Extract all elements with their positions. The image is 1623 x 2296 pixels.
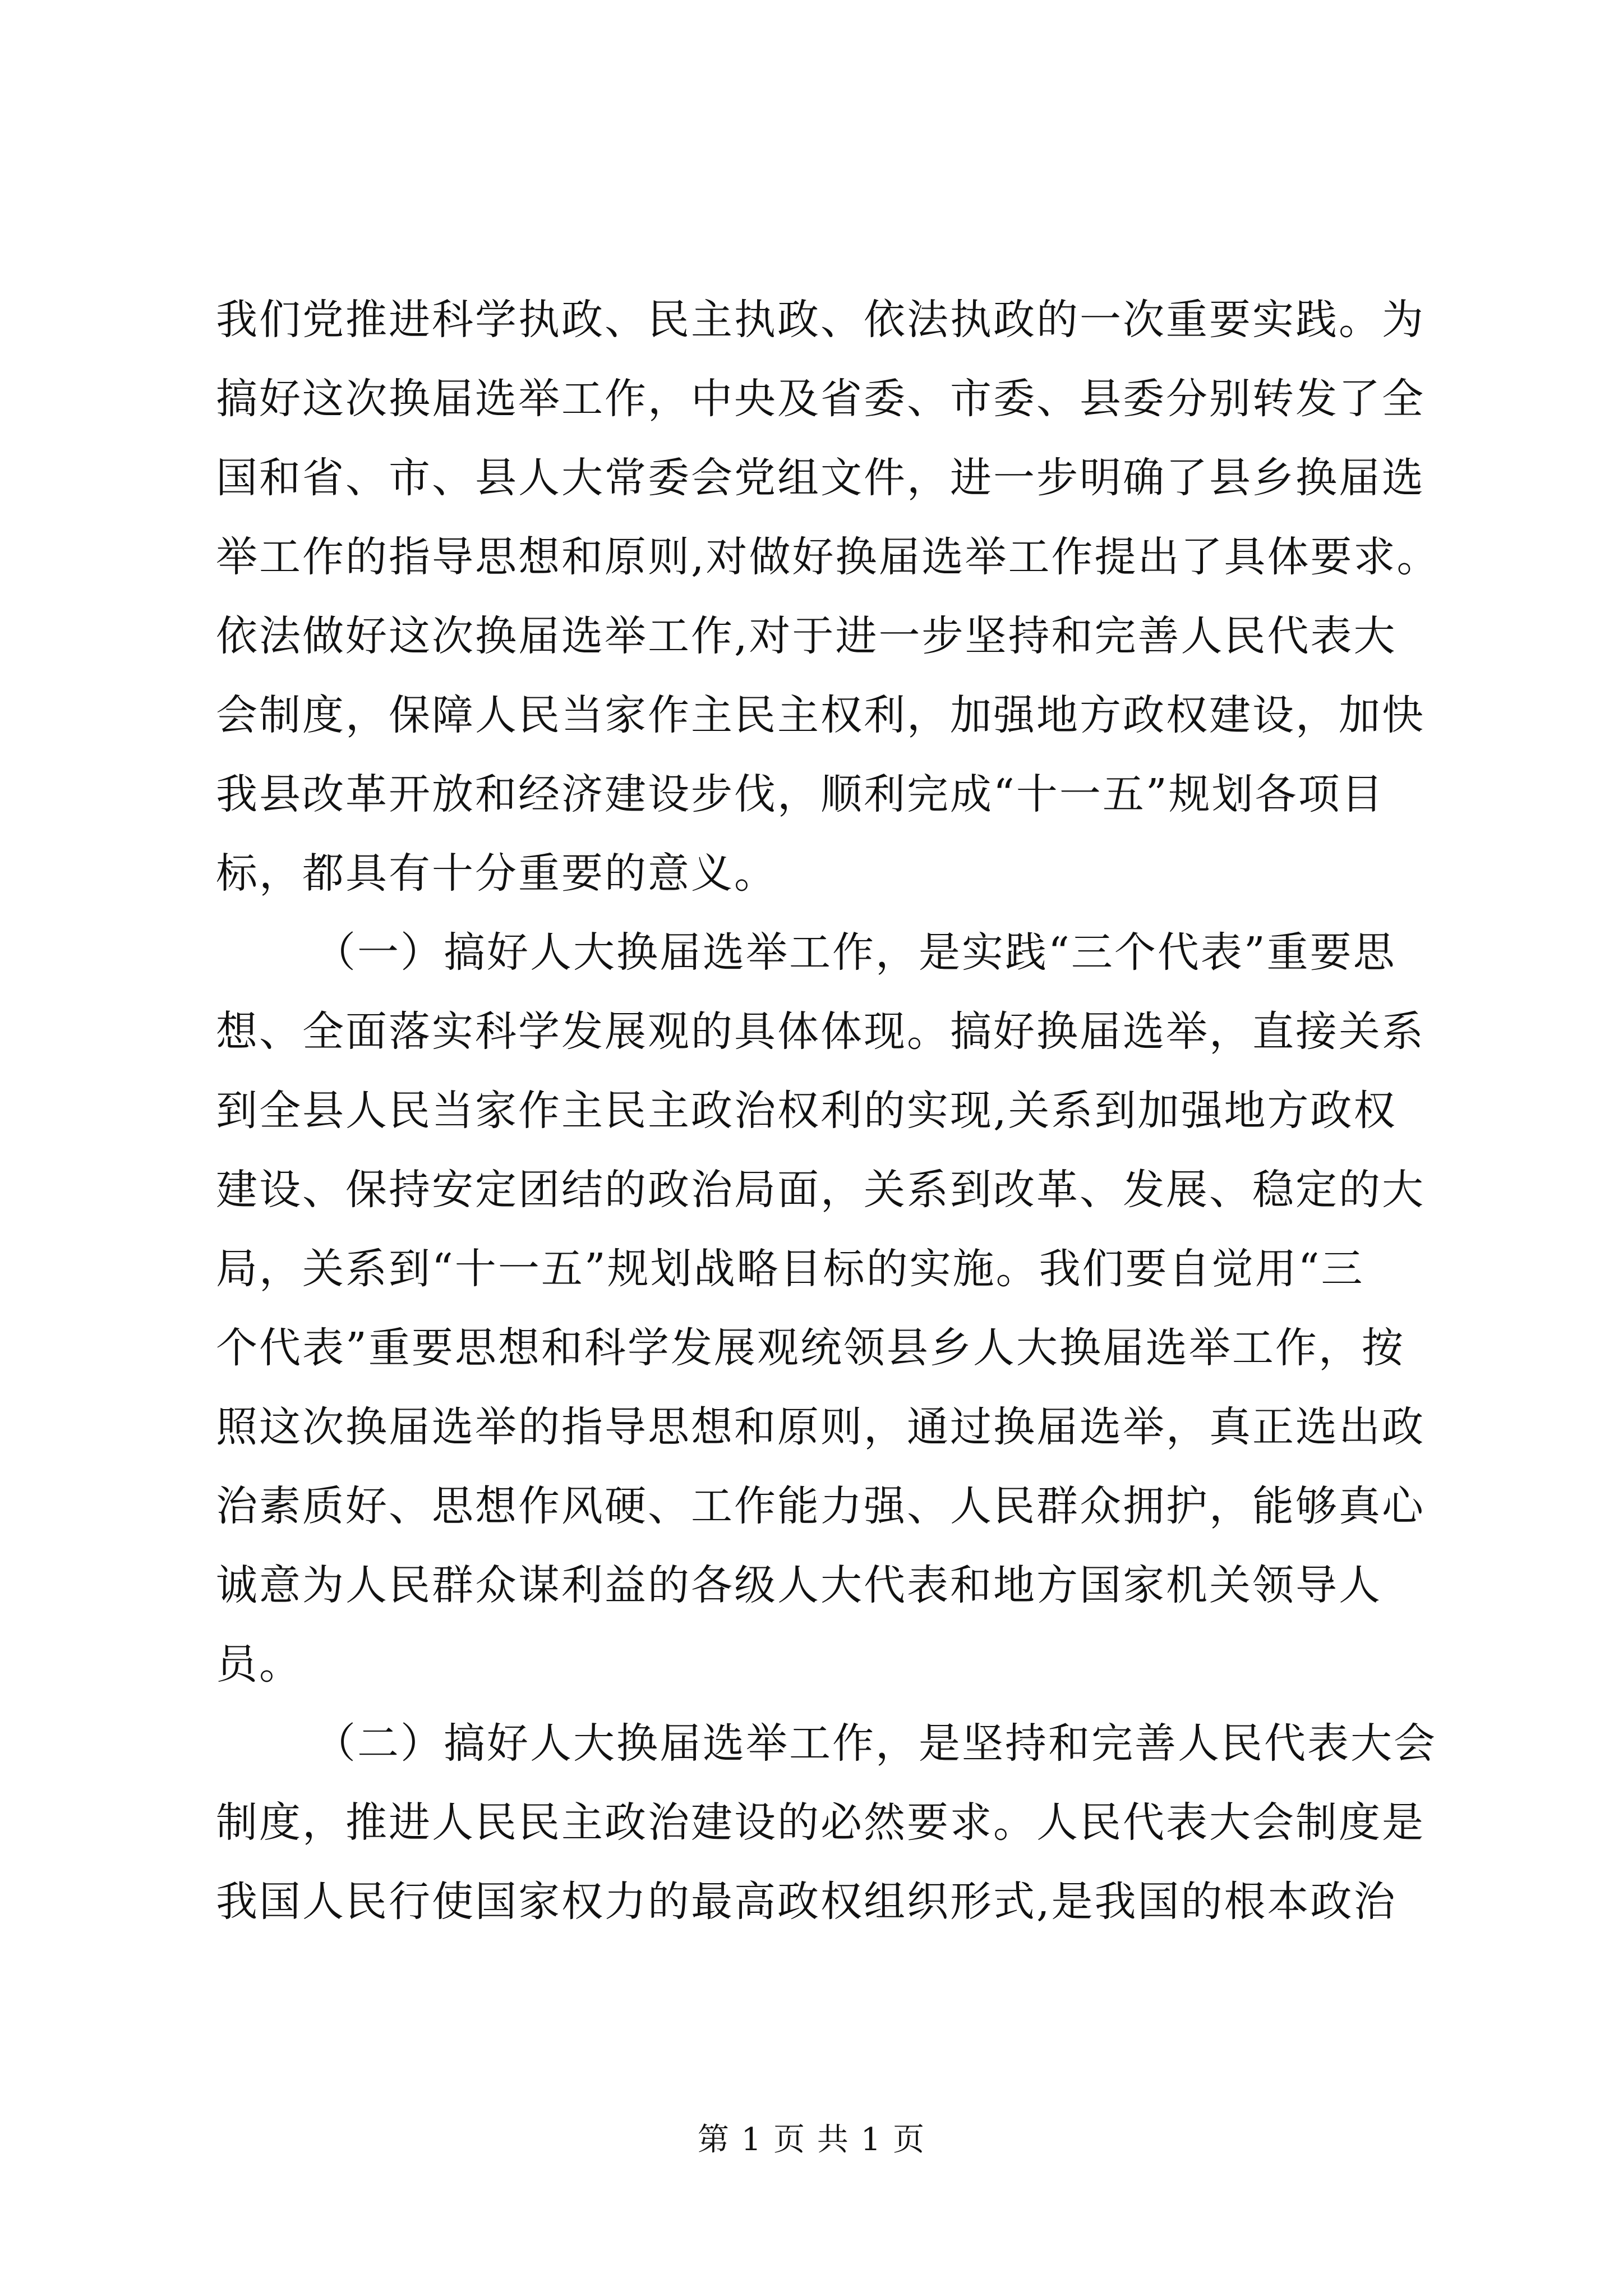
text-line: 想、全面落实科学发展观的具体体现。搞好换届选举，直接关系 xyxy=(216,1007,1425,1056)
document-body xyxy=(216,292,1440,1953)
text-line: 到全县人民当家作主民主政治权利的实现,关系到加强地方政权 xyxy=(216,1087,1397,1135)
text-line: 照这次换届选举的指导思想和原则，通过换届选举，真正选出政 xyxy=(216,1403,1425,1451)
text-line: 员。 xyxy=(216,1640,302,1688)
text-line: 局，关系到“十一五”规划战略目标的实施。我们要自觉用“三 xyxy=(216,1245,1364,1293)
text-line: 搞好这次换届选举工作，中央及省委、市委、县委分别转发了全 xyxy=(216,375,1425,423)
text-line: 我们党推进科学执政、民主执政、依法执政的一次重要实践。为 xyxy=(216,296,1425,344)
text-line: 标，都具有十分重要的意义。 xyxy=(216,849,777,898)
paragraph-2 xyxy=(216,924,1425,1692)
text-line: 制度，推进人民民主政治建设的必然要求。人民代表大会制度是 xyxy=(216,1798,1425,1847)
text-line: 国和省、市、县人大常委会党组文件，进一步明确了县乡换届选 xyxy=(216,454,1425,502)
text-line: 会制度，保障人民当家作主民主权利，加强地方政权建设，加快 xyxy=(216,691,1425,739)
paragraph-1 xyxy=(216,292,1440,901)
text-line: 我县改革开放和经济建设步伐，顺利完成“十一五”规划各项目 xyxy=(216,770,1385,818)
text-line: 依法做好这次换届选举工作,对于进一步坚持和完善人民代表大 xyxy=(216,612,1397,660)
text-line: 个代表”重要思想和科学发展观统领县乡人大换届选举工作，按 xyxy=(216,1324,1405,1372)
text-line: 建设、保持安定团结的政治局面，关系到改革、发展、稳定的大 xyxy=(216,1166,1425,1214)
paragraph-3 xyxy=(216,1715,1437,1930)
text-line: 诚意为人民群众谋利益的各级人大代表和地方国家机关领导人 xyxy=(216,1561,1382,1609)
text-line: （二）搞好人大换届选举工作，是坚持和完善人民代表大会 xyxy=(314,1719,1437,1768)
page-number-label: 第 1 页 共 1 页 xyxy=(697,2122,926,2158)
text-line: （一）搞好人大换届选举工作，是实践“三个代表”重要思 xyxy=(314,928,1396,977)
text-line: 举工作的指导思想和原则,对做好换届选举工作提出了具体要求。 xyxy=(216,533,1440,581)
text-line: 我国人民行使国家权力的最高政权组织形式,是我国的根本政治 xyxy=(216,1878,1397,1926)
text-line: 治素质好、思想作风硬、工作能力强、人民群众拥护，能够真心 xyxy=(216,1482,1425,1530)
page-footer xyxy=(0,2120,1623,2160)
